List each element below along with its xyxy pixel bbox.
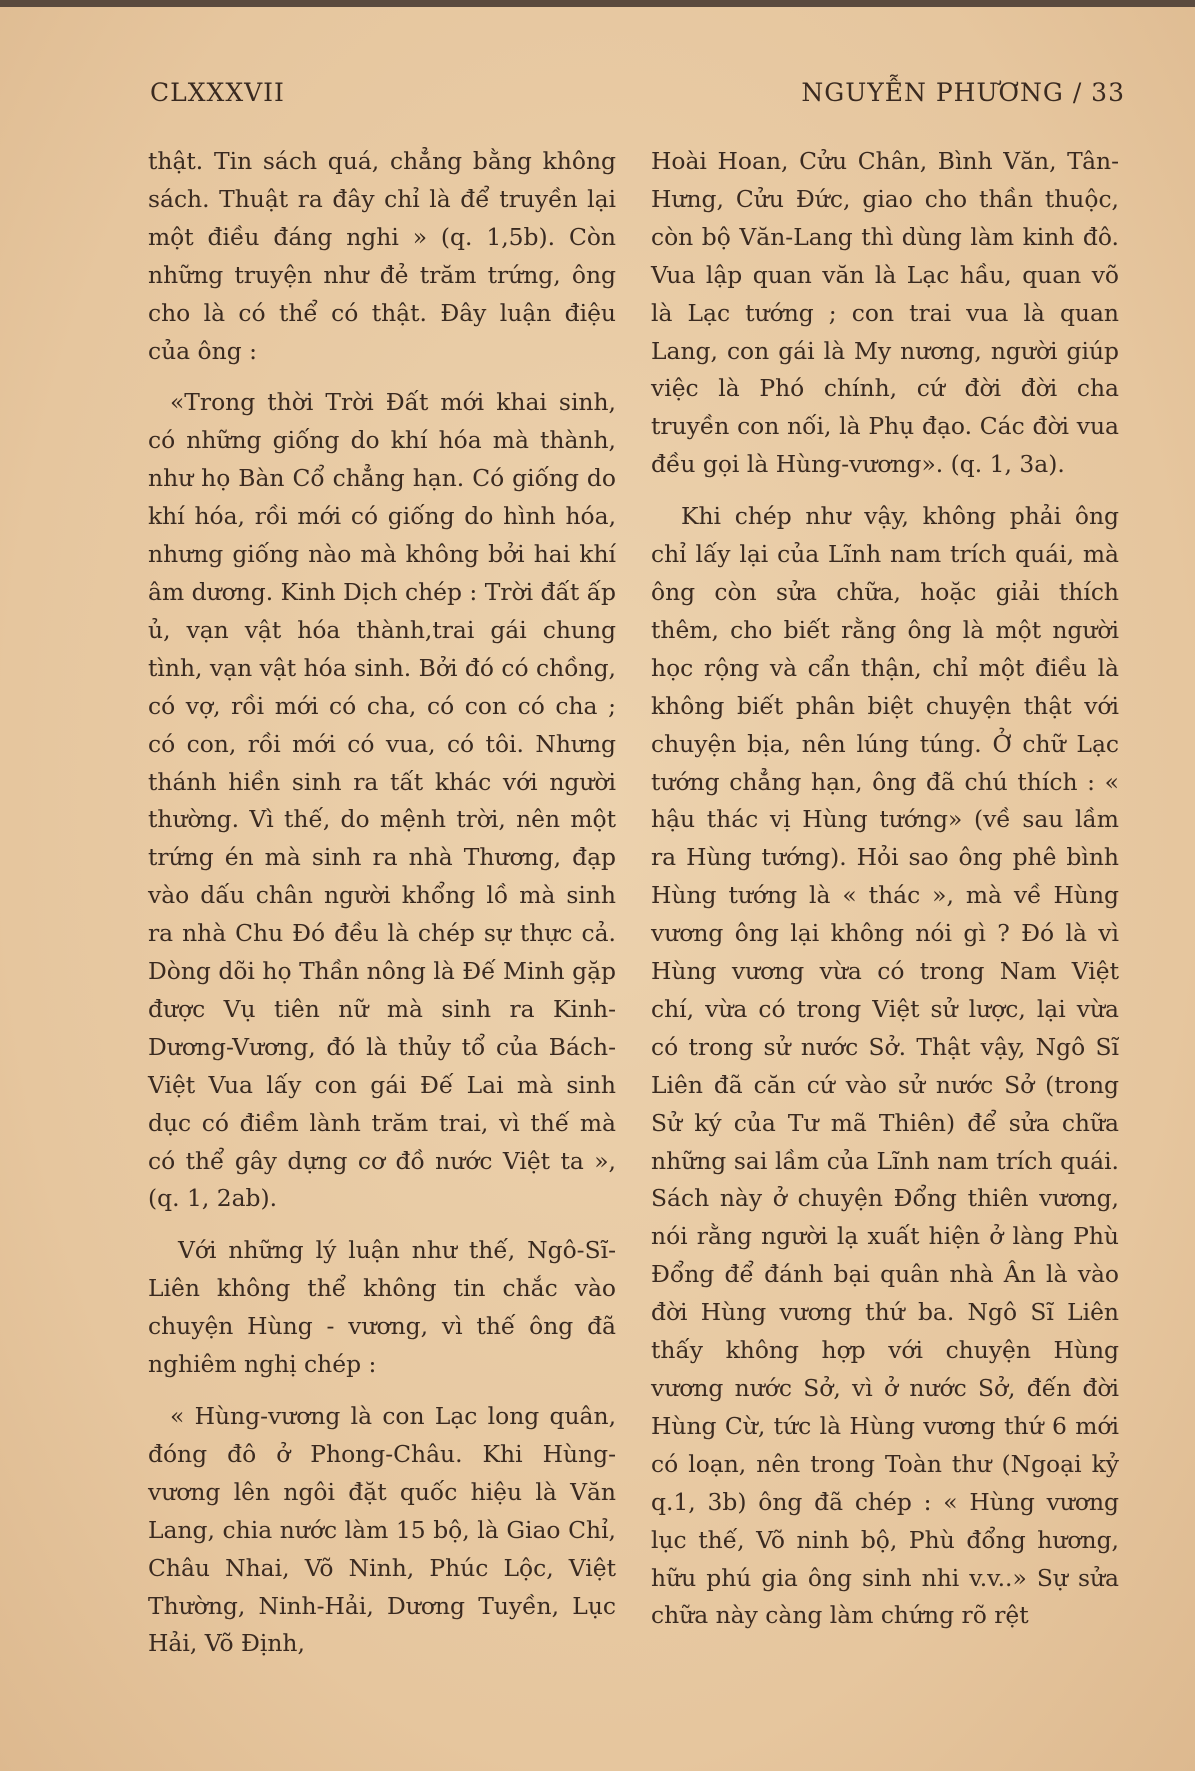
issue-number: CLXXXVII	[150, 78, 285, 107]
quote-paragraph: « Hùng-vương là con Lạc long quân, đóng đô ở Phong-Châu. Khi Hùng-vương lên ngôi đặt quốc hiệu là Văn Lang, chia nước làm 15 bộ, là Giao Chỉ, Châu Nhai, Võ Ninh, Phúc Lộc, Việt Thường, Ninh-Hải, Dương Tuyền, Lục Hải, Võ Định,	[148, 1402, 616, 1658]
author-page-number: NGUYỄN PHƯƠNG / 33	[801, 78, 1125, 107]
paragraph: Với những lý luận như thế, Ngô-Sĩ-Liên không thể không tin chắc vào chuyện Hùng - vương, vì thế ông đã nghiêm nghị chép :	[148, 1236, 616, 1379]
page-header	[150, 78, 1125, 122]
quote-paragraph: «Trong thời Trời Đất mới khai sinh, có những giống do khí hóa mà thành, như họ Bàn Cổ chẳng hạn. Có giống do khí hóa, rồi mới có giống do hình hóa, nhưng giống nào mà không bởi hai khí âm dương. Kinh Dịch chép : Trời đất ấp ủ, vạn vật hóa thành,trai gái chung tình, vạn vật hóa sinh. Bởi đó có chồng, có vợ, rồi mới có cha, có con có cha ; có con, rồi mới có vua, có tôi. Nhưng thánh hiền sinh ra tất khác với người thường. Vì thế, do mệnh trời, nên một trứng én mà sinh ra nhà Thương, đạp vào dấu chân người khổng lồ mà sinh ra nhà Chu Đó đều là chép sự thực cả. Dòng dõi họ Thần nông là Đế Minh gặp được Vụ tiên nữ mà sinh ra Kinh-Dương-Vương, đó là thủy tổ của Bách-Việt Vua lấy con gái Đế Lai mà sinh dục có điềm lành trăm trai, vì thế mà có thể gây dựng cơ đồ nước Việt ta », (q. 1, 2ab).	[148, 388, 616, 1213]
paragraph: Khi chép như vậy, không phải ông chỉ lấy lại của Lĩnh nam trích quái, mà ông còn sửa chữa, hoặc giải thích thêm, cho biết rằng ông là một người học rộng và cẩn thận, chỉ một điều là không biết phân biệt chuyện thật với chuyện bịa, nên lúng túng. Ở chữ Lạc tướng chẳng hạn, ông đã chú thích : « hậu thác vị Hùng tướng» (về sau lầm ra Hùng tướng). Hỏi sao ông phê bình Hùng tướng là « thác », mà về Hùng vương ông lại không nói gì ? Đó là vì Hùng vương vừa có trong Nam Việt chí, vừa có trong Việt sử lược, lại vừa có trong sử nước Sở. Thật vậy, Ngô Sĩ Liên đã căn cứ vào sử nước Sở (trong Sử ký của Tư mã Thiên) để sửa chữa những sai lầm của Lĩnh nam trích quái. Sách này ở chuyện Đổng thiên vương, nói rằng người lạ xuất hiện ở làng Phù Đổng để đánh bại quân nhà Ân là vào đời Hùng vương thứ ba. Ngô Sĩ Liên thấy không hợp với chuyện Hùng vương nước Sở, vì ở nước Sở, đến đời Hùng Cừ, tức là Hùng vương thứ 6 mới có loạn, nên trong Toàn thư (Ngoại kỷ q.1, 3b) ông đã chép : « Hùng vương lục thế, Võ ninh bộ, Phù đổng hương, hữu phú gia ông sinh nhi v.v..» Sự sửa chữa này càng làm chứng rõ rệt	[651, 502, 1119, 1630]
top-border	[0, 0, 1195, 7]
left-column	[148, 143, 616, 1663]
paragraph: Hoài Hoan, Cửu Chân, Bình Văn, Tân-Hưng, Cửu Đức, giao cho thần thuộc, còn bộ Văn-Lang thì dùng làm kinh đô. Vua lập quan văn là Lạc hầu, quan võ là Lạc tướng ; con trai vua là quan Lang, con gái là My nương, người giúp việc là Phó chính, cứ đời đời cha truyền con nối, là Phụ đạo. Các đời vua đều gọi là Hùng-vương». (q. 1, 3a).	[651, 147, 1119, 479]
right-column	[651, 143, 1119, 1635]
paragraph: thật. Tin sách quá, chẳng bằng không sách. Thuật ra đây chỉ là để truyền lại một điều đáng nghi » (q. 1,5b). Còn những truyện như đẻ trăm trứng, ông cho là có thể có thật. Đây luận điệu của ông :	[148, 147, 616, 365]
